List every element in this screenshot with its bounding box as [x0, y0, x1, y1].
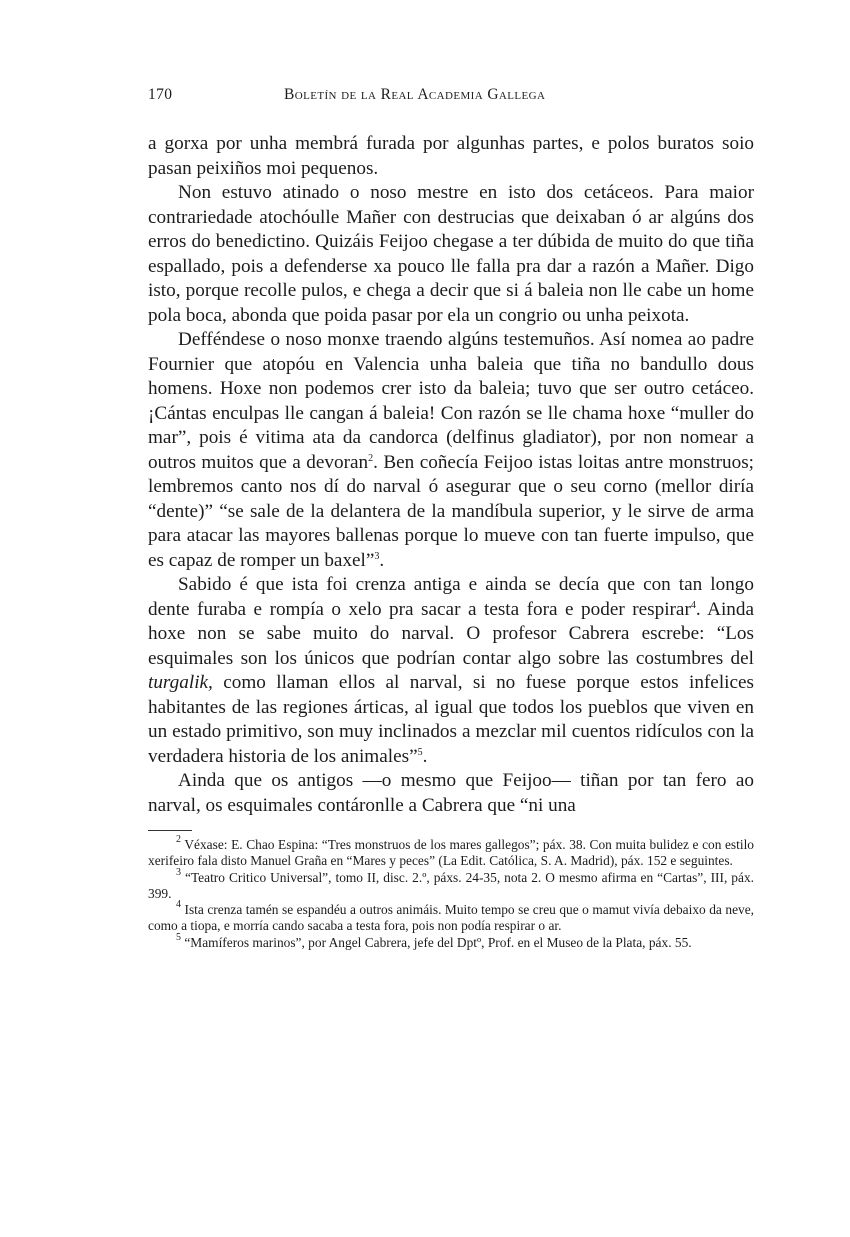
page-number: 170 — [148, 86, 173, 103]
footnote-2 — [148, 834, 755, 870]
paragraph-3-text-c: . — [379, 549, 385, 571]
body-text — [148, 132, 754, 818]
paragraph-4-text-c: como llaman ellos al narval, si no fuese porque estos infelices habitantes de las regiones árticas, al igual que todos los pueblos que viven en un estado primitivo, son muy inclinados a mezclar mil cuentos ridículos con la verdadera historia de los animales” — [148, 672, 754, 767]
footnote-text: Véxase: E. Chao Espina: “Tres monstruos de los mares gallegos”; páx. 38. Con muita bulidez e con estilo xerifeiro fala disto Manuel Graña en “Mares y peces” (La Edit. Católica, S. A. Madrid), páx. 152 e seguintes. — [148, 837, 755, 869]
footnote-4 — [148, 899, 754, 935]
footnote-ref-3: 3 — [374, 550, 380, 562]
footnote-mark: 3 — [176, 866, 181, 878]
footnotes — [148, 834, 755, 951]
footnote-3 — [148, 866, 754, 903]
book-page — [148, 86, 754, 951]
journal-title: Boletín de la Real Academia Gallega — [284, 86, 546, 103]
footnote-text: “Mamíferos marinos”, por Angel Cabrera, jefe del Dptº, Prof. en el Museo de la Plata, páx. 55. — [184, 934, 692, 950]
paragraph-3 — [148, 328, 754, 573]
paragraph-4-text-a: Sabido é que ista foi crenza antiga e ainda se decía que con tan longo dente furaba e rompía o xelo pra sacar a testa fora e poder respirar — [148, 574, 754, 620]
footnote-mark: 5 — [176, 931, 181, 943]
footnote-mark: 4 — [176, 899, 181, 911]
paragraph-3-text-a: Defféndese o noso monxe traendo algúns testemuños. Así nomea ao padre Fournier que atopóu en Valencia unha baleia que tiña no bandullo dous homens. Hoxe non podemos crer isto da baleia; tuvo que ser outro cetáceo. ¡Cántas enculpas lle cangan á baleia! Con razón se lle chama hoxe “muller do mar”, pois é vitima ata da candorca (delfinus gladiator), por non nomear a outros muitos que a devoran — [148, 329, 754, 473]
footnote-text: “Teatro Critico Universal”, tomo II, disc. 2.º, páxs. 24-35, nota 2. O mesmo afirma en “Cartas”, III, páx. 399. — [148, 869, 754, 901]
footnote-ref-4: 4 — [690, 599, 696, 611]
paragraph-1: a gorxa por unha membrá furada por algunhas partes, e polos buratos soio pasan peixiños moi pequenos. — [148, 133, 754, 179]
footnote-ref-2: 2 — [368, 452, 374, 464]
footnote-5 — [148, 931, 754, 951]
footnote-mark: 2 — [176, 834, 181, 845]
paragraph-4-text-b: . Ainda hoxe non se sabe muito do narval. O profesor Cabrera escrebe: “Los esquimales son los únicos que podrían contar algo sobre las costumbres del — [148, 598, 754, 669]
italic-term: turgalik, — [148, 672, 213, 693]
footnote-divider — [148, 830, 192, 831]
paragraph-2: Non estuvo atinado o noso mestre en isto dos cetáceos. Para maior contrariedade atochóulle Mañer con destrucias que deixaban ó ar algúns dos erros do benedictino. Quizáis Feijoo chegase a ter dúbida de muito do que tiña espallado, pois a defenderse xa pouco lle falla pra dar a razón a Mañer. Digo isto, porque recolle pulos, e chega a decir que si á baleia non lle cabe un home pola boca, abonda que poida pasar por ela un congrio ou unha peixota. — [148, 182, 754, 326]
footnote-ref-5: 5 — [417, 746, 423, 758]
paragraph-4 — [148, 573, 754, 769]
footnote-text: Ista crenza tamén se espandéu a outros animáis. Muito tempo se creu que o mamut vivía debaixo da neve, como a tiopa, e morría cando sacaba a testa fora, pois non podía respirar o ar. — [148, 902, 754, 934]
paragraph-5: Ainda que os antigos —o mesmo que Feijoo— tiñan por tan fero ao narval, os esquimales contáronlle a Cabrera que “ni una — [148, 770, 754, 816]
paragraph-3-text-b: . Ben coñecía Feijoo istas loitas antre monstruos; lembremos canto nos dí do narval ó asegurar que o seu corno (mellor diría “dente)” “se sale de la delantera de la mandíbula superior, y le sirve de arma para atacar las mayores ballenas porque lo mueve con tan fuerte impulso, que es capaz de romper un baxel” — [148, 451, 754, 571]
running-header — [148, 86, 754, 112]
paragraph-4-text-d: . — [422, 745, 428, 767]
